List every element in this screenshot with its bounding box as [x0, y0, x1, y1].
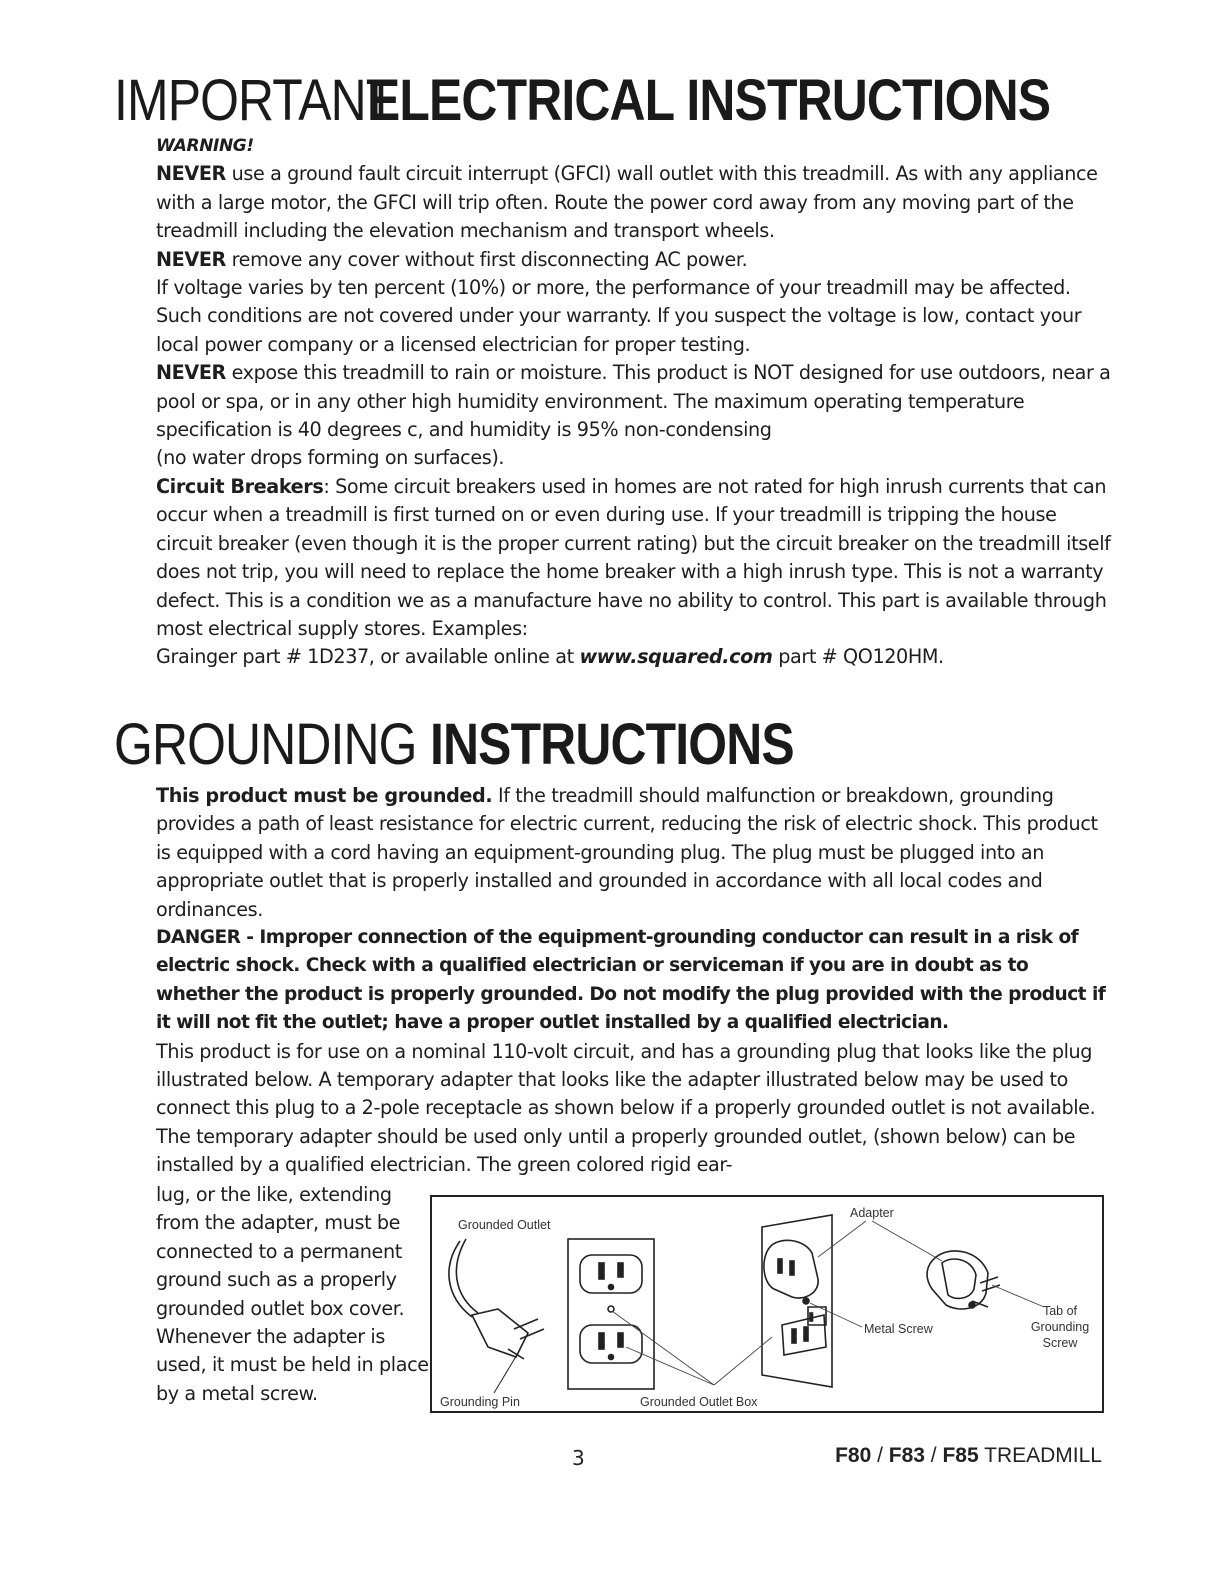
- cover-paragraph: [156, 246, 1116, 274]
- grounded-text: If the treadmill should malfunction or breakdown, grounding provides a path of least resistance for electric current, reducing the risk of electric shock. This product is equipped with a cord having an equipment-grounding plug. The plug must be plugged into an appropriate outlet that is properly installed and grounded in accordance with all local codes and ordinances.: [156, 784, 1098, 921]
- part-number-text: part # QO120HM.: [772, 645, 944, 669]
- model-f85: F85: [942, 1444, 979, 1467]
- separator: /: [924, 1444, 943, 1467]
- model-footer: [835, 1444, 1102, 1468]
- warning-label: WARNING!: [156, 136, 254, 156]
- separator: /: [871, 1444, 889, 1467]
- circuit-breakers-lead: Circuit Breakers: [156, 474, 324, 498]
- model-f80: F80: [835, 1444, 872, 1467]
- never-lead: NEVER: [156, 162, 226, 186]
- grounding-pin-label: Grounding Pin: [440, 1395, 520, 1409]
- grounded-outlet-label: Grounded Outlet: [458, 1218, 551, 1232]
- adapter-outlet-icon: [762, 1215, 832, 1387]
- grounding-plug-icon: [449, 1239, 544, 1393]
- must-be-grounded-lead: This product must be grounded.: [156, 784, 493, 807]
- electrical-instructions-body: [156, 132, 1116, 672]
- adapter-paragraph: This product is for use on a nominal 110-volt circuit, and has a grounding plug that looks like the plug illustrated below. A temporary adapter that looks like the adapter illustrated below may be used to connect this plug to a 2-pole receptacle as shown below if a properly grounded outlet is not available. The temporary adapter should be used only until a properly grounded outlet, (shown below) can be installed by a qualified electrician. The green colored rigid ear-: [156, 1039, 1096, 1177]
- moisture-paragraph: [156, 359, 1116, 444]
- adapter-label: Adapter: [850, 1206, 894, 1220]
- grounded-paragraph: [156, 782, 1116, 924]
- grounded-outlet-icon: [568, 1239, 654, 1389]
- heading-light-text: GROUNDING: [114, 712, 417, 777]
- adapter-side-text: [156, 1181, 436, 1408]
- grainger-text: Grainger part # 1D237, or available online at: [156, 645, 580, 669]
- part-numbers-paragraph: [156, 643, 1116, 671]
- model-f83: F83: [888, 1444, 925, 1467]
- grounded-outlet-box-label: Grounded Outlet Box: [640, 1395, 758, 1409]
- cover-text: remove any cover without first disconnecting AC power.: [225, 247, 748, 271]
- adapter-icon: [927, 1251, 1000, 1309]
- page-number: 3: [572, 1446, 585, 1470]
- circuit-breakers-text: : Some circuit breakers used in homes are not rated for high inrush currents that can occur when a treadmill is first turned on or even during use. If your treadmill is tripping the house circuit breaker (even though it is the proper current rating) but the circuit breaker on the treadmill itself does not trip, you will need to replace the home breaker with a high inrush type. This is not a warranty defect. This is a condition we as a manufacture have no ability to control. This part is available through most electrical supply stores. Examples:: [156, 474, 1111, 640]
- condensing-note: (no water drops forming on surfaces).: [156, 446, 505, 470]
- never-lead: NEVER: [156, 247, 226, 271]
- electrical-instructions-heading: [114, 70, 1162, 132]
- squared-link[interactable]: www.squared.com: [579, 645, 773, 669]
- voltage-paragraph: If voltage varies by ten percent (10%) or more, the performance of your treadmill may be affected. Such conditions are not covered under your warranty. If you suspect the voltage is low, contact your local power company or a licensed electrician for proper testing.: [156, 276, 1082, 356]
- gfci-text: use a ground fault circuit interrupt (GFCI) wall outlet with this treadmill. As with any appliance with a large motor, the GFCI will trip often. Route the power cord away from any moving part of the treadmill including the elevation mechanism and transport wheels.: [156, 162, 1098, 243]
- moisture-text: expose this treadmill to rain or moisture. This product is NOT designed for use outdoors, near a pool or spa, or in any other high humidity environment. The maximum operating temperature specification is 40 degrees c, and humidity is 95% non-condensing: [156, 361, 1111, 442]
- gfci-paragraph: [156, 160, 1116, 245]
- side-paragraph: lug, or the like, extending from the adapter, must be connected to a permanent ground such as a properly grounded outlet box cover. Whenever the adapter is used, it must be held in place by a metal screw.: [156, 1183, 429, 1405]
- never-lead: NEVER: [156, 361, 226, 385]
- grounding-instructions-body: [156, 782, 1116, 1180]
- heading-bold-text: ELECTRICAL INSTRUCTIONS: [367, 68, 1051, 133]
- danger-paragraph: DANGER - Improper connection of the equipment-grounding conductor can result in a risk of electric shock. Check with a qualified electrician or serviceman if you are in doubt as to whether the product is properly grounded. Do not modify the plug provided with the product if it will not fit the outlet; have a proper outlet installed by a qualified electrician.: [156, 927, 1106, 1034]
- grounding-diagram-svg: [432, 1197, 1102, 1411]
- metal-screw-label: Metal Screw: [864, 1322, 933, 1336]
- heading-bold-text: INSTRUCTIONS: [429, 712, 794, 777]
- grounding-diagram: [430, 1195, 1104, 1413]
- heading-light-text: IMPORTANT: [114, 68, 396, 133]
- circuit-breakers-paragraph: [156, 473, 1116, 643]
- tab-label-line3: Screw: [1042, 1336, 1078, 1350]
- grounding-instructions-heading: [114, 714, 853, 776]
- tab-label-line1: Tab of: [1042, 1304, 1078, 1318]
- tab-label-line2: Grounding: [1030, 1320, 1090, 1334]
- product-name: TREADMILL: [978, 1444, 1102, 1467]
